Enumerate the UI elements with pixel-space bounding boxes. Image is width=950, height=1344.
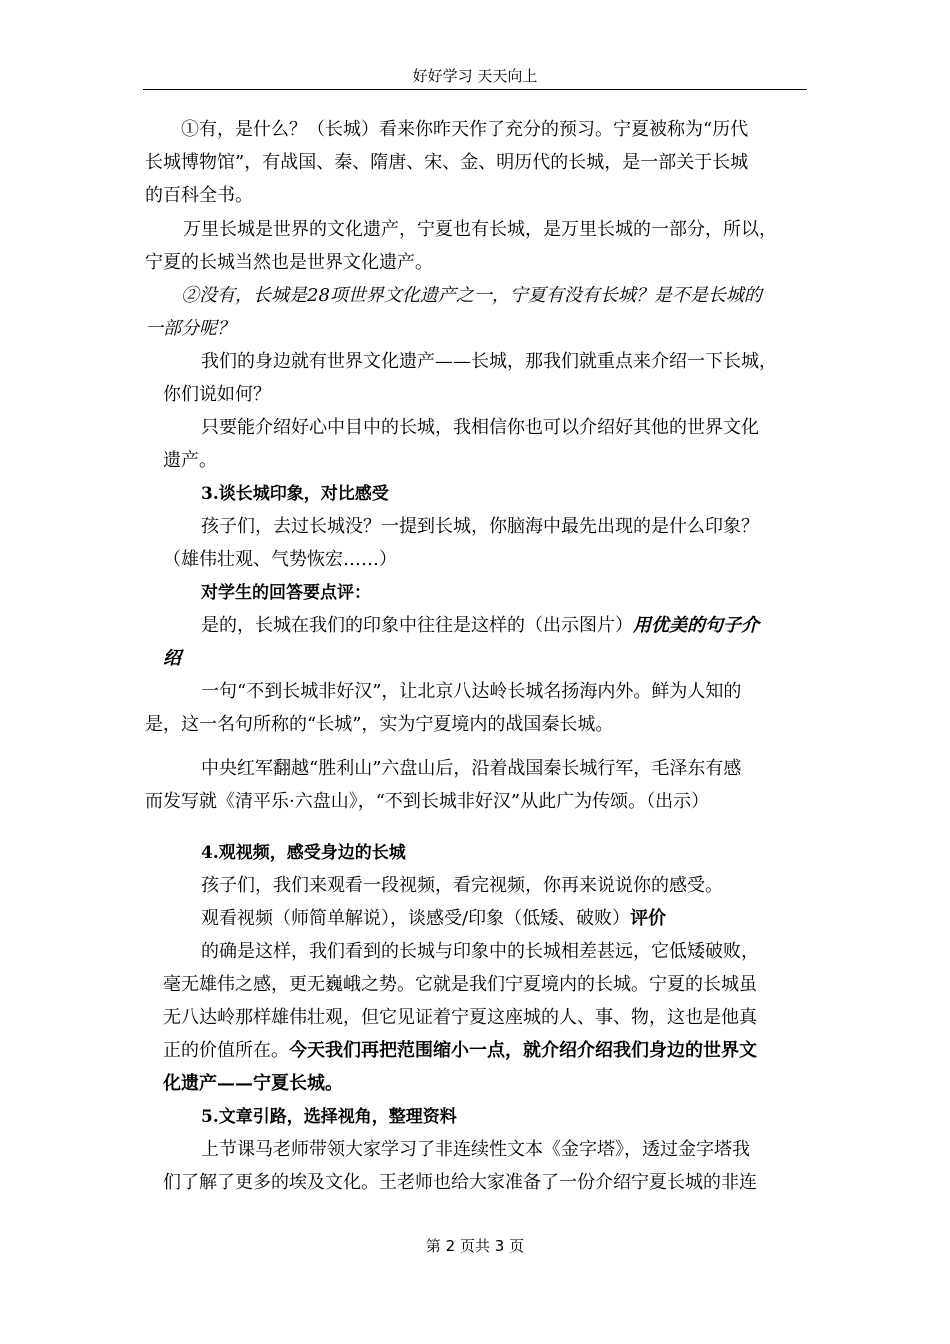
text-span: 正的价值所在。 — [163, 1040, 289, 1061]
text-line-italic: ②没有，长城是28项世界文化遗产之一，宁夏有没有长城？是不是长城的 — [181, 285, 762, 306]
text-line: 宁夏的长城当然也是世界文化遗产。 — [145, 252, 433, 273]
text-line-bold: 化遗产——宁夏长城。 — [163, 1073, 343, 1094]
text-line: 遗产。 — [163, 450, 217, 471]
text-line: 孩子们，去过长城没？一提到长城，你脑海中最先出现的是什么印象？ — [201, 516, 759, 537]
text-line: 毫无雄伟之感，更无巍峨之势。它就是我们宁夏境内的长城。宁夏的长城虽 — [163, 974, 757, 995]
text-span: 是的，长城在我们的印象中往往是这样的（出示图片） — [201, 615, 633, 636]
text-line — [201, 905, 666, 933]
text-line: 上节课马老师带领大家学习了非连续性文本《金字塔》，透过金字塔我 — [201, 1139, 750, 1160]
text-line — [201, 612, 759, 640]
text-line: 只要能介绍好心中目中的长城，我相信你也可以介绍好其他的世界文化 — [201, 417, 759, 438]
header-divider — [143, 89, 807, 90]
text-line: 的确是这样，我们看到的长城与印象中的长城相差甚远，它低矮破败， — [201, 941, 759, 962]
text-line: 是，这一名句所称的“长城”，实为宁夏境内的战国秦长城。 — [145, 714, 614, 735]
text-span: 观看视频（师简单解说），谈感受/印象（低矮、破败） — [201, 908, 631, 929]
text-line: 万里长城是世界的文化遗产，宁夏也有长城，是万里长城的一部分，所以， — [183, 219, 777, 240]
text-line: 孩子们，我们来观看一段视频，看完视频，你再来说说你的感受。 — [201, 875, 723, 896]
text-line-bold: 对学生的回答要点评： — [201, 583, 371, 603]
emphasis-span: 用优美的句子介 — [633, 615, 759, 636]
text-line: 而发写就《清平乐·六盘山》，“不到长城非好汉”从此广为传颂。（出示） — [145, 791, 710, 812]
bold-span: 评价 — [630, 908, 667, 929]
page-header: 好好学习 天天向上 — [412, 67, 538, 85]
section-heading-5: 5.文章引路，选择视角，整理资料 — [201, 1107, 457, 1127]
text-line: 一句“不到长城非好汉”，让北京八达岭长城名扬海内外。鲜为人知的 — [201, 681, 742, 702]
section-heading-3: 3.谈长城印象，对比感受 — [201, 484, 389, 504]
text-line: （雄伟壮观、气势恢宏……） — [163, 549, 397, 570]
text-line: 的百科全书。 — [145, 185, 253, 206]
text-line: 无八达岭那样雄伟壮观，但它见证着宁夏这座城的人、事、物，这也是他真 — [163, 1007, 757, 1028]
text-line: 中央红军翻越“胜利山”六盘山后，沿着战国秦长城行军，毛泽东有感 — [201, 758, 742, 779]
text-line-emphasis: 绍 — [163, 648, 181, 669]
text-line: 你们说如何？ — [163, 384, 271, 405]
text-line: 长城博物馆”，有战国、秦、隋唐、宋、金、明历代的长城，是一部关于长城 — [145, 152, 749, 173]
text-line: 我们的身边就有世界文化遗产——长城，那我们就重点来介绍一下长城， — [201, 351, 777, 372]
page-footer: 第 2 页共 3 页 — [425, 1237, 525, 1255]
text-line: 们了解了更多的埃及文化。王老师也给大家准备了一份介绍宁夏长城的非连 — [163, 1172, 757, 1193]
text-line-italic: 一部分呢？ — [145, 318, 235, 339]
section-heading-4: 4.观视频，感受身边的长城 — [201, 843, 406, 863]
text-line — [163, 1037, 757, 1065]
text-line: ①有，是什么？（长城）看来你昨天作了充分的预习。宁夏被称为“历代 — [181, 119, 749, 140]
bold-span: 今天我们再把范围缩小一点，就介绍介绍我们身边的世界文 — [289, 1040, 757, 1061]
